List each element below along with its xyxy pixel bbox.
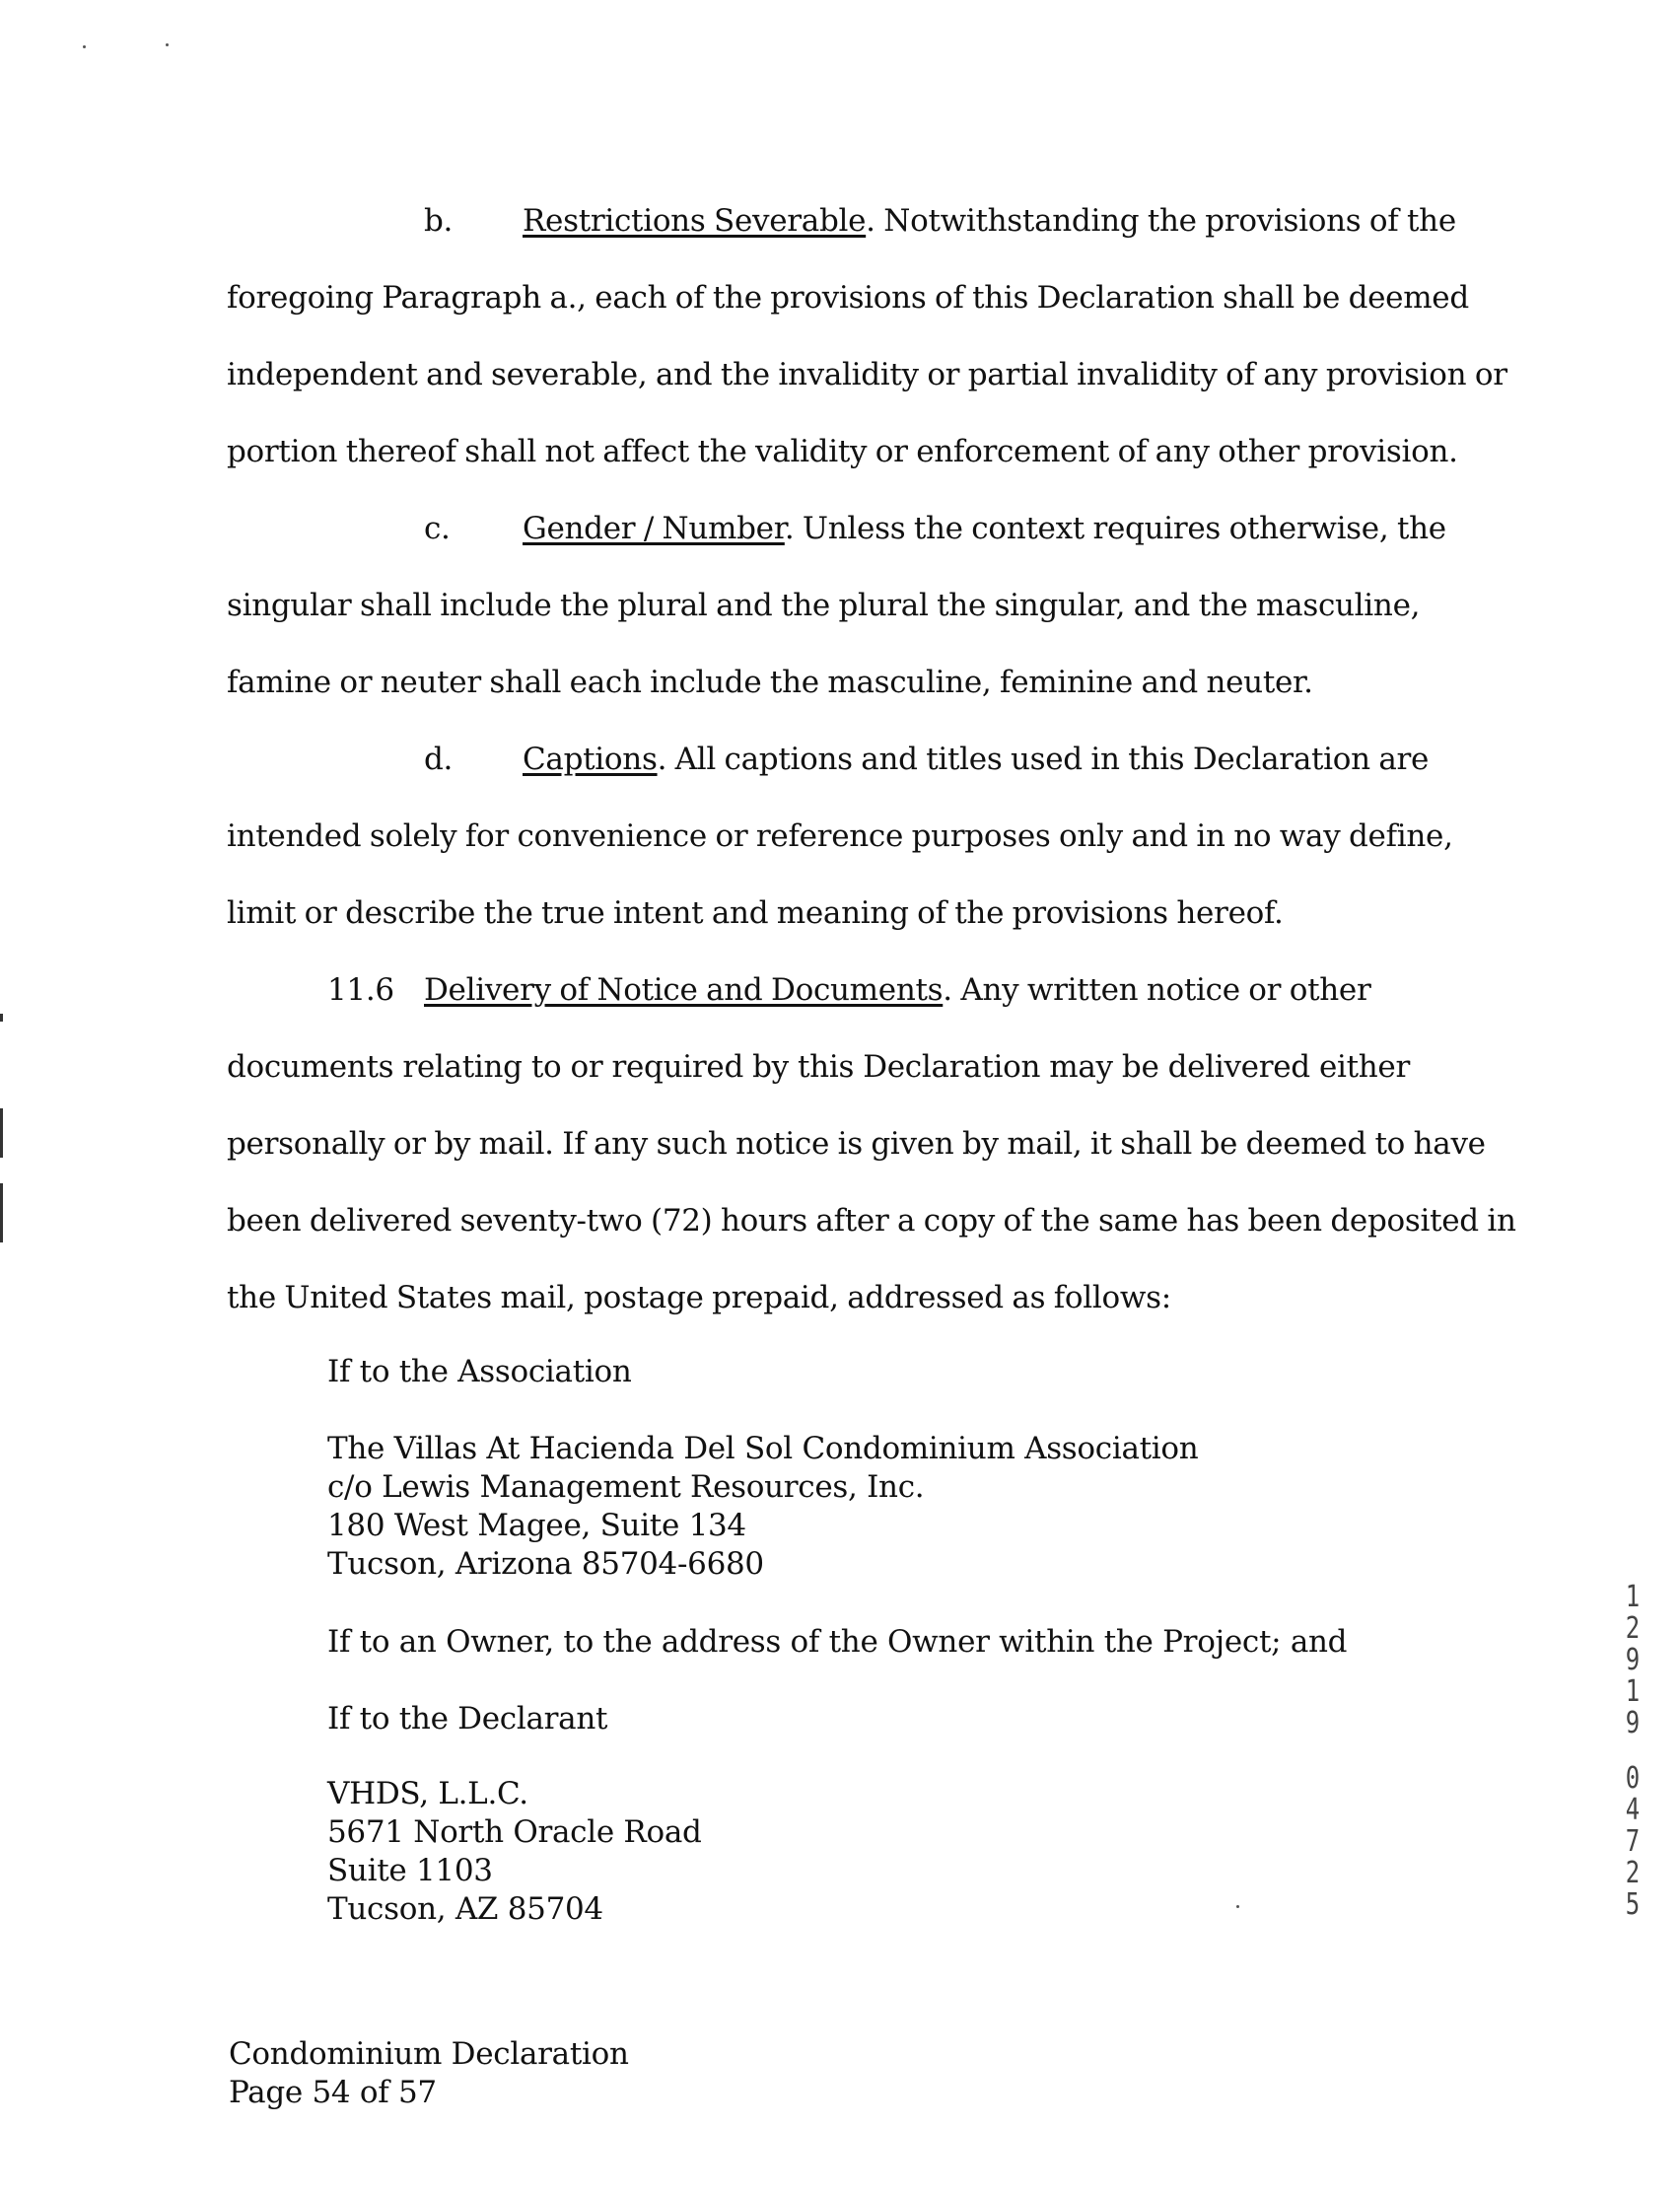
association-address <box>327 1430 1198 1584</box>
stamp-digit: 2 <box>1625 1856 1641 1890</box>
paragraph-d-line2: intended solely for convenience or reference purposes only and in no way define, <box>227 818 1453 854</box>
recording-stamp <box>1617 1582 1648 1921</box>
association-intro: If to the Association <box>327 1354 632 1389</box>
address-line: Suite 1103 <box>327 1853 493 1888</box>
section-11-6-line1: . Any written notice or other <box>943 972 1371 1008</box>
address-line: VHDS, L.L.C. <box>327 1776 528 1811</box>
footer-title: Condominium Declaration <box>229 2036 629 2072</box>
paragraph-d-letter: d. <box>424 742 454 777</box>
declarant-intro: If to the Declarant <box>327 1701 608 1736</box>
margin-mark <box>0 1108 3 1158</box>
paragraph-d-line3: limit or describe the true intent and meaning of the provisions hereof. <box>227 895 1284 931</box>
scan-speck <box>1236 1905 1239 1908</box>
paragraph-c-letter: c. <box>424 511 451 546</box>
paragraph-d-line1: . All captions and titles used in this Declaration are <box>657 742 1430 777</box>
paragraph-c-line3: famine or neuter shall each include the masculine, feminine and neuter. <box>227 665 1313 700</box>
owner-line: If to an Owner, to the address of the Owner within the Project; and <box>327 1624 1348 1660</box>
paragraph-b-heading: Restrictions Severable <box>523 203 867 239</box>
section-11-6-number: 11.6 <box>327 972 394 1008</box>
paragraph-b-line2: foregoing Paragraph a., each of the provisions of this Declaration shall be deemed <box>227 280 1469 316</box>
stamp-digit: 4 <box>1625 1793 1641 1827</box>
paragraph-b-line4: portion thereof shall not affect the validity or enforcement of any other provision. <box>227 434 1458 469</box>
scan-speck <box>166 43 169 46</box>
paragraph-c-line1: . Unless the context requires otherwise, the <box>784 511 1446 546</box>
margin-mark <box>0 1183 3 1242</box>
section-11-6-line2: documents relating to or required by this Declaration may be delivered either <box>227 1049 1410 1085</box>
margin-mark <box>0 1014 3 1022</box>
address-line: 180 West Magee, Suite 134 <box>327 1508 746 1543</box>
page-footer <box>229 2035 629 2112</box>
section-11-6-heading: Delivery of Notice and Documents <box>424 972 944 1008</box>
declarant-address <box>327 1775 702 1929</box>
stamp-digit: 9 <box>1625 1643 1641 1677</box>
stamp-digit: 0 <box>1625 1761 1641 1796</box>
footer-page-number: Page 54 of 57 <box>229 2075 437 2110</box>
section-11-6-line4: been delivered seventy-two (72) hours after a copy of the same has been deposited in <box>227 1203 1516 1239</box>
address-line: Tucson, AZ 85704 <box>327 1891 603 1927</box>
paragraph-b-line3: independent and severable, and the invalidity or partial invalidity of any provision or <box>227 357 1507 392</box>
section-11-6-line3: personally or by mail. If any such notice is given by mail, it shall be deemed to have <box>227 1126 1486 1162</box>
stamp-digit: 2 <box>1625 1611 1641 1646</box>
stamp-digit: 1 <box>1625 1674 1641 1709</box>
address-line: c/o Lewis Management Resources, Inc. <box>327 1469 925 1505</box>
paragraph-b-line1: . Notwithstanding the provisions of the <box>866 203 1456 239</box>
stamp-digit: 9 <box>1625 1706 1641 1740</box>
stamp-digit: 5 <box>1625 1887 1641 1922</box>
section-11-6-line5: the United States mail, postage prepaid, addressed as follows: <box>227 1280 1171 1315</box>
address-line: 5671 North Oracle Road <box>327 1814 702 1850</box>
paragraph-d-heading: Captions <box>523 742 658 777</box>
paragraph-b-letter: b. <box>424 203 454 239</box>
stamp-digit: 1 <box>1625 1580 1641 1614</box>
address-line: Tucson, Arizona 85704-6680 <box>327 1546 764 1582</box>
paragraph-c-heading: Gender / Number <box>523 511 785 546</box>
stamp-digit: 7 <box>1625 1824 1641 1859</box>
address-line: The Villas At Hacienda Del Sol Condominium Association <box>327 1431 1199 1466</box>
paragraph-c-line2: singular shall include the plural and the plural the singular, and the masculine, <box>227 588 1421 623</box>
scan-speck <box>83 45 86 48</box>
